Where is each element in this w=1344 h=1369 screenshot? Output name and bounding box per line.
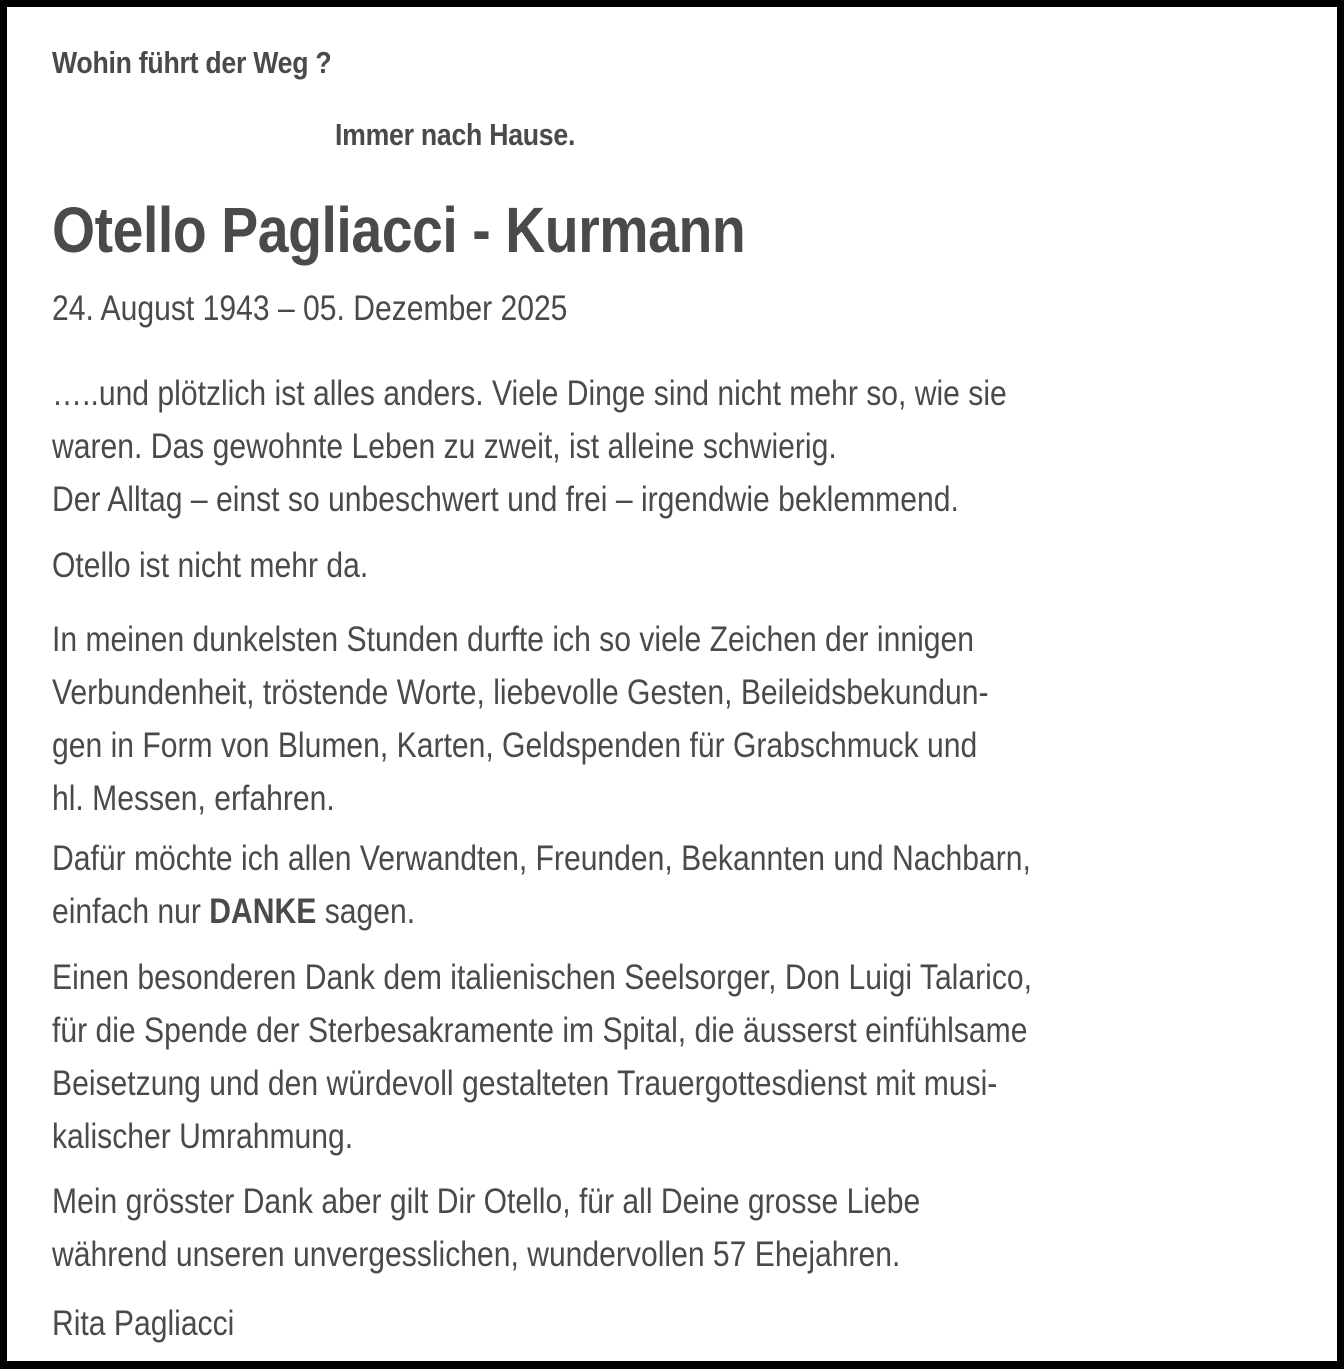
text-fragment: einfach nur (52, 892, 210, 931)
text-line: kalischer Umrahmung. (52, 1117, 354, 1156)
text-line-danke (52, 885, 1136, 938)
paragraph-condolences (52, 613, 1312, 825)
paragraph-absence (52, 539, 1312, 592)
text-line: Beisetzung und den würdevoll gestalteten Trauergottesdienst mit musi- (52, 1064, 998, 1103)
deceased-name: Otello Pagliacci - Kurmann (52, 194, 746, 266)
text-line: während unseren unvergesslichen, wundervollen 57 Ehejahren. (52, 1235, 901, 1274)
text-line: waren. Das gewohnte Leben zu zweit, ist alleine schwierig. (52, 427, 837, 466)
text-line: hl. Messen, erfahren. (52, 779, 335, 818)
text-line: Einen besonderen Dank dem italienischen Seelsorger, Don Luigi Talarico, (52, 958, 1032, 997)
signature: Rita Pagliacci (52, 1304, 235, 1343)
text-line: …..und plötzlich ist alles anders. Viele Dinge sind nicht mehr so, wie sie (52, 374, 1007, 413)
motto-question: Wohin führt der Weg ? (52, 45, 332, 80)
paragraph-thanks (52, 832, 1312, 938)
life-dates: 24. August 1943 – 05. Dezember 2025 (52, 289, 568, 328)
paragraph-intro (52, 367, 1312, 526)
text-line: für die Spende der Sterbesakramente im Spital, die äusserst einfühlsame (52, 1011, 1028, 1050)
motto-answer: Immer nach Hause. (335, 117, 576, 152)
text-line: Dafür möchte ich allen Verwandten, Freunden, Bekannten und Nachbarn, (52, 839, 1031, 878)
text-line: Otello ist nicht mehr da. (52, 546, 369, 585)
paragraph-special-thanks (52, 951, 1312, 1163)
danke-emphasis: DANKE (209, 892, 317, 931)
text-line: Der Alltag – einst so unbeschwert und frei – irgendwie beklemmend. (52, 480, 959, 519)
text-line: Verbundenheit, tröstende Worte, liebevolle Gesten, Beileidsbekundun- (52, 673, 989, 712)
signature-block (52, 1297, 1312, 1350)
text-line: In meinen dunkelsten Stunden durfte ich so viele Zeichen der innigen (52, 620, 975, 659)
paragraph-greatest-thanks (52, 1175, 1312, 1281)
text-line: gen in Form von Blumen, Karten, Geldspenden für Grabschmuck und (52, 726, 978, 765)
text-fragment: sagen. (316, 892, 416, 931)
text-line: Mein grösster Dank aber gilt Dir Otello, für all Deine grosse Liebe (52, 1182, 921, 1221)
